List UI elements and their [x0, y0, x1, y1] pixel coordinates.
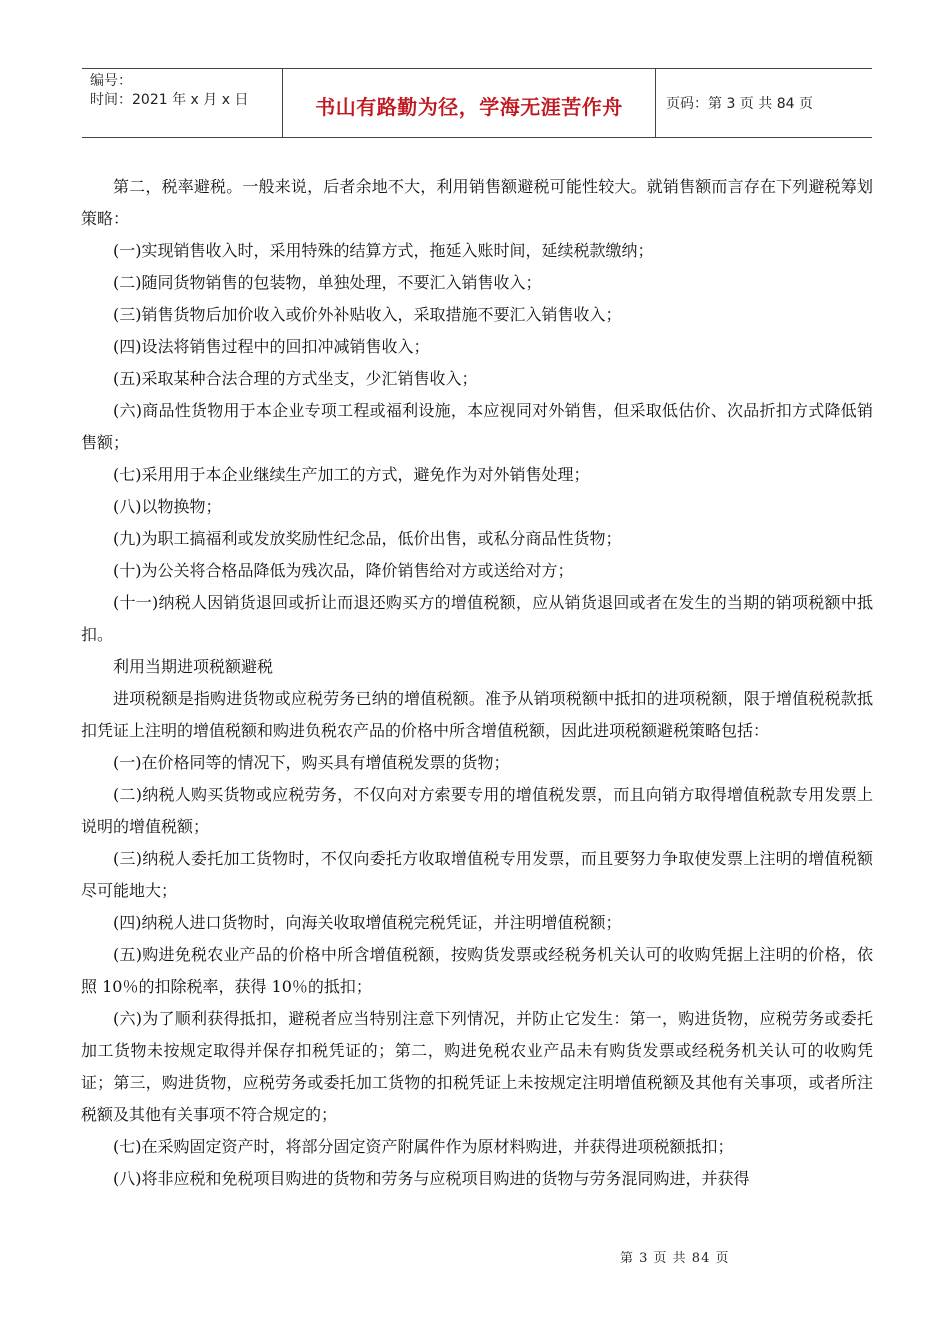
paragraph: (一)实现销售收入时，采用特殊的结算方式，拖延入账时间，延续税款缴纳；: [113, 241, 654, 260]
paragraph: 第二，税率避税。一般来说，后者余地不大，利用销售额避税可能性较大。就销售额而言存在下列避税筹划策略：: [81, 177, 873, 228]
paragraph: (八)将非应税和免税项目购进的货物和劳务与应税项目购进的货物与劳务混同购进，并获得: [113, 1169, 750, 1188]
document-body: [81, 171, 873, 1195]
header-motto: 书山有路勤为径，学海无涯苦作舟: [282, 69, 656, 137]
document-date: 时间：2021 年 x 月 x 日: [90, 92, 249, 108]
paragraph: (一)在价格同等的情况下，购买具有增值税发票的货物；: [113, 753, 510, 772]
paragraph: 进项税额是指购进货物或应税劳务已纳的增值税额。准予从销项税额中抵扣的进项税额，限于增值税税款抵扣凭证上注明的增值税额和购进负税农产品的价格中所含增值税额，因此进项税额避税策略包括：: [81, 689, 873, 740]
paragraph: (六)为了顺利获得抵扣，避税者应当特别注意下列情况，并防止它发生：第一，购进货物，应税劳务或委托加工货物未按规定取得并保存扣税凭证的；第二，购进免税农业产品未有购货发票或经税务机关认可的收购凭证；第三，购进货物，应税劳务或委托加工货物的扣税凭证上未按规定注明增值税额及其他有关事项，或者所注税额及其他有关事项不符合规定的；: [81, 1009, 873, 1124]
header-page-info: 页码：第 3 页 共 84 页: [666, 96, 813, 112]
paragraph: (五)购进免税农业产品的价格中所含增值税额，按购货发票或经税务机关认可的收购凭据上注明的价格，依照 10％的扣除税率，获得 10％的抵扣；: [81, 945, 873, 996]
paragraph: (五)采取某种合法合理的方式坐支，少汇销售收入；: [113, 369, 478, 388]
section-heading: 利用当期进项税额避税: [113, 657, 274, 676]
paragraph: (八)以物换物；: [113, 497, 222, 516]
paragraph: (二)纳税人购买货物或应税劳务，不仅向对方索要专用的增值税发票，而且向销方取得增值税款专用发票上说明的增值税额；: [81, 785, 873, 836]
paragraph: (七)采用用于本企业继续生产加工的方式，避免作为对外销售处理；: [113, 465, 590, 484]
paragraph: (十一)纳税人因销货退回或折让而退还购买方的增值税额，应从销货退回或者在发生的当期的销项税额中抵扣。: [81, 593, 873, 644]
paragraph: (二)随同货物销售的包装物，单独处理，不要汇入销售收入；: [113, 273, 542, 292]
paragraph: (四)纳税人进口货物时，向海关收取增值税完税凭证，并注明增值税额；: [113, 913, 622, 932]
paragraph: (七)在采购固定资产时，将部分固定资产附属件作为原材料购进，并获得进项税额抵扣；: [113, 1137, 734, 1156]
paragraph: (九)为职工搞福利或发放奖励性纪念品，低价出售，或私分商品性货物；: [113, 529, 622, 548]
paragraph: (三)纳税人委托加工货物时，不仅向委托方收取增值税专用发票，而且要努力争取使发票上注明的增值税额尽可能地大；: [81, 849, 873, 900]
header-meta: [82, 69, 282, 137]
paragraph: (十)为公关将合格品降低为残次品，降价销售给对方或送给对方；: [113, 561, 574, 580]
paragraph: (三)销售货物后加价收入或价外补贴收入，采取措施不要汇入销售收入；: [113, 305, 622, 324]
header-table: [82, 68, 872, 138]
document-number-label: 编号：: [90, 73, 132, 89]
paragraph: (四)设法将销售过程中的回扣冲减销售收入；: [113, 337, 430, 356]
footer-page-number: 第 3 页 共 84 页: [620, 1251, 730, 1266]
paragraph: (六)商品性货物用于本企业专项工程或福利设施，本应视同对外销售，但采取低估价、次品折扣方式降低销售额；: [81, 401, 873, 452]
